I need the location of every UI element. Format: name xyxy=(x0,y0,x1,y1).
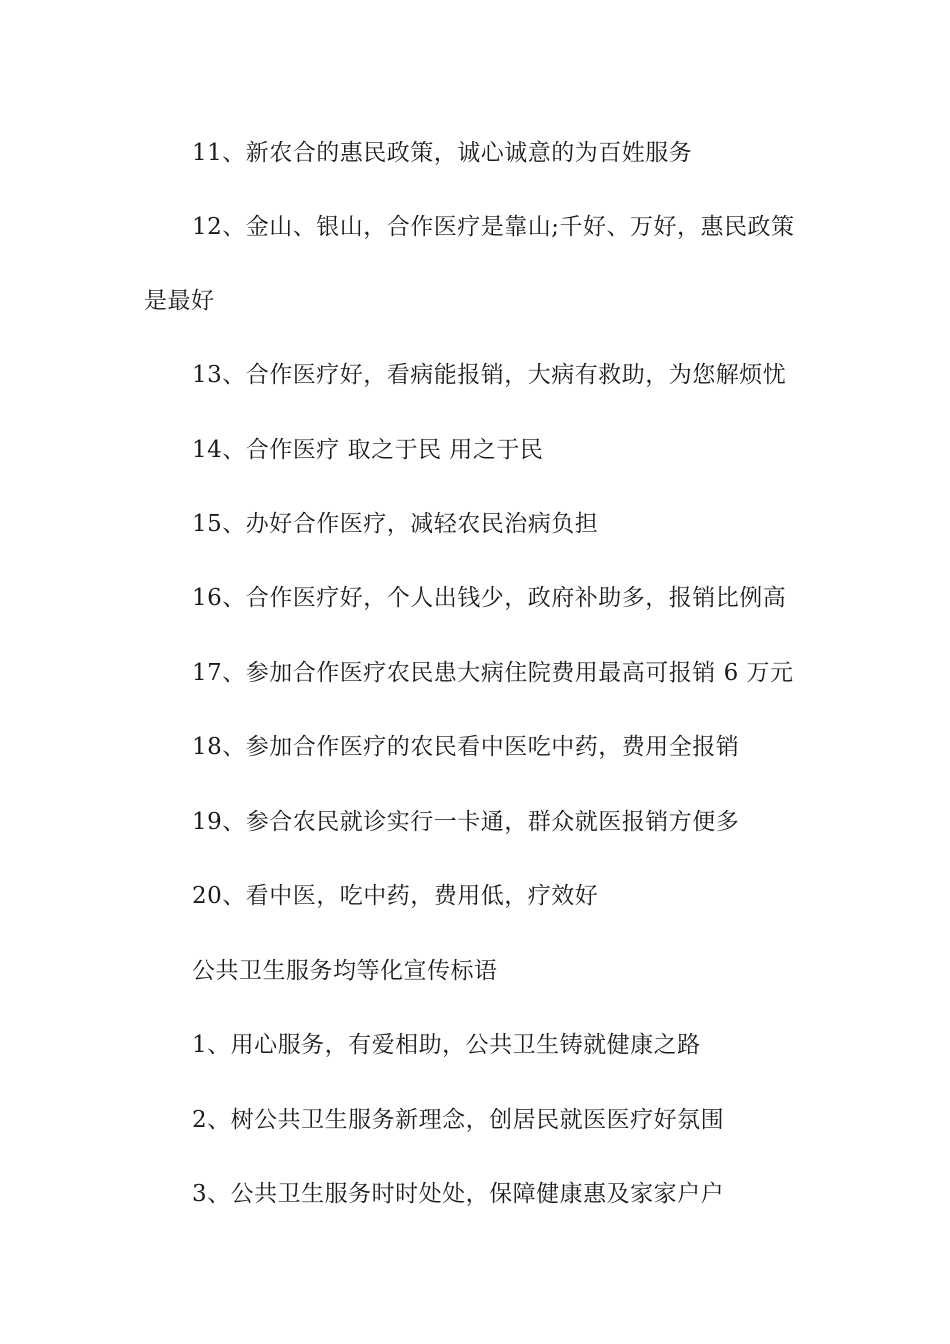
text-line-12: 12、金山、银山，合作医疗是靠山;千好、万好，惠民政策 xyxy=(192,214,795,240)
text-line-17: 17、参加合作医疗农民患大病住院费用最高可报销 6 万元 xyxy=(192,660,794,686)
text-line-s2: 2、树公共卫生服务新理念，创居民就医医疗好氛围 xyxy=(192,1107,725,1133)
text-line-19: 19、参合农民就诊实行一卡通，群众就医报销方便多 xyxy=(192,809,740,835)
text-line-s3: 3、公共卫生服务时时处处，保障健康惠及家家户户 xyxy=(192,1181,725,1207)
text-line-20: 20、看中医，吃中药，费用低，疗效好 xyxy=(192,883,599,909)
text-line-15: 15、办好合作医疗，减轻农民治病负担 xyxy=(192,511,599,537)
text-line-16: 16、合作医疗好，个人出钱少，政府补助多，报销比例高 xyxy=(192,585,787,611)
text-line-14: 14、合作医疗 取之于民 用之于民 xyxy=(192,437,544,463)
text-line-11: 11、新农合的惠民政策，诚心诚意的为百姓服务 xyxy=(192,140,693,166)
section-heading: 公共卫生服务均等化宣传标语 xyxy=(192,958,498,984)
text-line-12-continued: 是最好 xyxy=(144,288,215,314)
text-line-18: 18、参加合作医疗的农民看中医吃中药，费用全报销 xyxy=(192,734,740,760)
text-line-13: 13、合作医疗好，看病能报销，大病有救助，为您解烦忧 xyxy=(192,362,787,388)
text-line-s1: 1、用心服务，有爱相助，公共卫生铸就健康之路 xyxy=(192,1032,701,1058)
